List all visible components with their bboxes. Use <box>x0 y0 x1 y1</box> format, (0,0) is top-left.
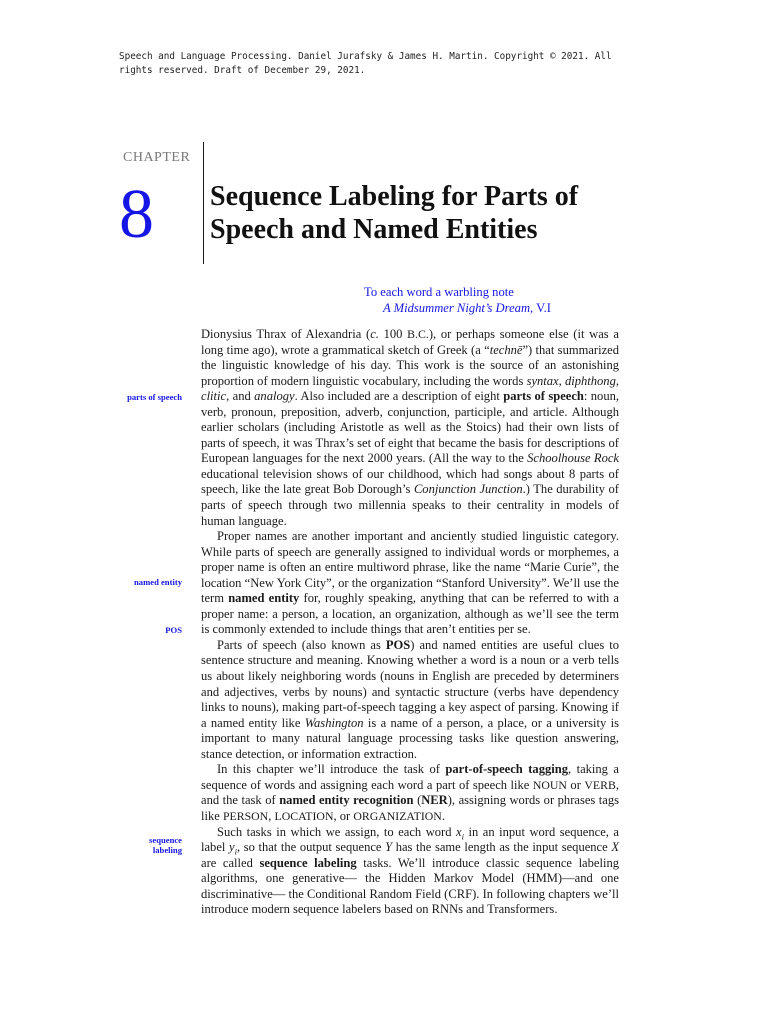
var-x: x <box>456 824 462 839</box>
epigraph-source <box>364 300 551 316</box>
copyright-line-1: Speech and Language Processing. Daniel Jurafsky & James H. Martin. Copyright © 2021. All <box>119 51 612 62</box>
tag-location: LOCATION <box>274 808 334 823</box>
word-clitic: clitic <box>201 389 227 404</box>
term-named-entity: named entity <box>228 591 300 606</box>
var-y: y <box>229 840 235 855</box>
chapter-title-line-1: Sequence Labeling for Parts of <box>210 181 579 212</box>
tag-verb: VERB <box>584 777 616 792</box>
term-ner: NER <box>421 793 448 808</box>
circa-abbrev: c. <box>370 327 379 341</box>
margin-note-sequence: sequence <box>149 835 182 845</box>
margin-note-pos: POS <box>165 625 182 635</box>
term-parts-of-speech: parts of speech <box>503 389 584 404</box>
chapter-number: 8 <box>119 176 154 253</box>
copyright-header <box>119 50 639 77</box>
show-title: Schoolhouse Rock <box>527 451 619 466</box>
margin-note-parts-of-speech: parts of speech <box>127 392 182 402</box>
paragraph-3: Parts of speech (also known as POS) and named entities are useful clues to sentence structure and meaning. Knowing whether a word is a noun or a verb tells us about likely neighboring words (nouns in English are preceded by determiners and adjectives, verbs by nouns) and syntactic structure (verbs have dependency links to nouns), making part-of-speech tagging a key aspect of parsing. Knowing if a named entity like Washington is a name of a person, a place, or a university is important to many natural language processing tasks like question answering, stance detection, or information extraction. <box>201 637 620 761</box>
margin-note-sequence-labeling <box>104 836 182 855</box>
song-title: Conjunction Junction <box>413 482 523 497</box>
chapter-label: CHAPTER <box>123 150 191 165</box>
var-x-sub: i <box>461 831 464 841</box>
var-X: X <box>611 840 619 855</box>
epigraph-source-act: , V.I <box>530 301 551 315</box>
tag-noun: NOUN <box>532 777 567 792</box>
word-diphthong: diphthong <box>564 373 616 388</box>
term-pos-tagging: part-of-speech tagging <box>445 762 568 777</box>
epigraph-quote: To each word a warbling note <box>364 285 514 299</box>
bc-abbrev: B.C. <box>407 327 429 341</box>
chapter-title-line-2: Speech and Named Entities <box>210 214 538 245</box>
paragraph-4: In this chapter we’ll introduce the task of part-of-speech tagging, taking a sequence of words and assigning each word a part of speech like NOUN or VERB, and the task of named entity recognition (NER), assigning words or phrases tags like PERSON, LOCATION, or ORGANIZATION. <box>201 762 620 823</box>
var-Y: Y <box>385 840 393 855</box>
chapter-title <box>210 180 630 246</box>
term-pos: POS <box>385 637 411 652</box>
margin-note-named-entity: named entity <box>134 577 182 587</box>
techne-word: technē <box>489 342 523 357</box>
tag-person: PERSON <box>222 808 269 823</box>
word-analogy: analogy <box>254 389 295 404</box>
margin-note-labeling: labeling <box>152 844 182 855</box>
term-ner-full: named entity recognition <box>279 793 414 808</box>
paragraph-2: Proper names are another important and anciently studied linguistic category. While parts of speech are generally assigned to individual words or morphemes, a proper name is often an entire multiword phrase, like the name “Marie Curie”, the location “New York City”, or the organization “Stanford University”. We’ll use the term named entity for, roughly speaking, anything that can be referred to with a proper name: a person, a location, an organization, although as we’ll see the term is commonly extended to include things that aren’t entities per se. <box>201 529 619 637</box>
term-sequence-labeling: sequence labeling <box>259 855 357 870</box>
word-syntax: syntax <box>526 373 559 388</box>
copyright-line-2: rights reserved. Draft of December 29, 2021. <box>119 64 366 76</box>
var-y-sub: i <box>234 846 237 857</box>
epigraph-source-title: A Midsummer Night’s Dream <box>383 301 531 315</box>
chapter-divider <box>203 142 204 264</box>
word-washington: Washington <box>304 715 364 730</box>
paragraph-5: Such tasks in which we assign, to each word $x_i$ in an input word sequence, a label $y_i$, so that the output sequence Y has the same length as the input sequence X are called sequence labeling tasks. We’ll introduce classic sequence labeling algorithms, one generative— the Hidden Markov Model (HMM)—and one discriminative— the Conditional Random Field (CRF). In following chapters we’ll introduce modern sequence labelers based on RNNs and Transformers. <box>201 824 619 917</box>
epigraph <box>364 284 551 316</box>
chapter-body <box>201 327 619 918</box>
paragraph-1: Dionysius Thrax of Alexandria (c. 100 B.C.), or perhaps someone else (it was a long time ago), wrote a grammatical sketch of Greek (a “technē”) that summarized the linguistic knowledge of his day. This work is the source of an astonishing proportion of modern linguistic vocabulary, including the words syntax, diphthong, clitic, and analogy. Also included are a description of eight parts of speech: noun, verb, pronoun, preposition, adverb, conjunction, participle, and article. Although earlier scholars (including Aristotle as well as the Stoics) had their own lists of parts of speech, it was Thrax’s set of eight that became the basis for descriptions of European languages for the next 2000 years. (All the way to the Schoolhouse Rock educational television shows of our childhood, which had songs about 8 parts of speech, like the late great Bob Dorough’s Conjunction Junction.) The durability of parts of speech through two millennia speaks to their centrality in models of human language. <box>201 327 620 528</box>
tag-organization: ORGANIZATION <box>353 808 442 823</box>
